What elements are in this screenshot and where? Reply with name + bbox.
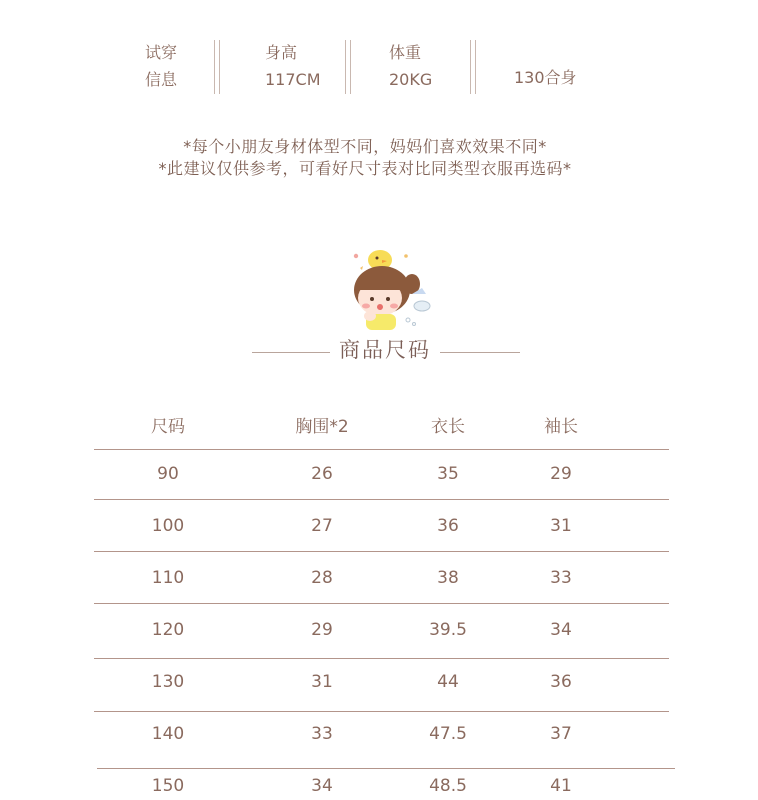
table-cell: 130 <box>151 672 185 692</box>
table-cell: 44 <box>437 672 459 692</box>
tryon-label-line2: 信息 <box>145 70 178 89</box>
table-row-divider <box>94 711 669 712</box>
tryon-divider <box>214 40 220 94</box>
girl-with-chick-icon <box>348 244 444 334</box>
table-cell: 36 <box>550 672 572 692</box>
table-row-divider <box>97 768 675 769</box>
table-cell: 48.5 <box>429 776 467 796</box>
tryon-label-line1: 试穿 <box>145 43 178 62</box>
notice-line-1: *每个小朋友身材体型不同，妈妈们喜欢效果不同* <box>183 137 547 156</box>
table-cell: 150 <box>151 776 185 796</box>
tryon-divider <box>470 40 476 94</box>
table-cell: 27 <box>311 516 333 536</box>
table-cell: 34 <box>550 620 572 640</box>
table-cell: 39.5 <box>429 620 467 640</box>
table-cell: 100 <box>151 516 185 536</box>
table-cell: 37 <box>550 724 572 744</box>
tryon-divider <box>345 40 351 94</box>
table-header-cell: 胸围*2 <box>295 417 349 437</box>
table-cell: 28 <box>311 568 333 588</box>
table-row-divider <box>94 499 669 500</box>
table-cell: 29 <box>550 464 572 484</box>
title-deco-line-left <box>252 352 330 353</box>
table-header-cell: 衣长 <box>431 417 465 437</box>
fit-recommendation: 130合身 <box>514 68 577 87</box>
table-cell: 35 <box>437 464 459 484</box>
table-cell: 33 <box>550 568 572 588</box>
table-row-divider <box>94 449 669 450</box>
table-cell: 36 <box>437 516 459 536</box>
weight-value: 20KG <box>389 70 433 89</box>
table-header-cell: 尺码 <box>151 417 185 437</box>
table-cell: 110 <box>151 568 185 588</box>
section-title: 商品尺码 <box>339 338 431 362</box>
table-row-divider <box>94 551 669 552</box>
table-cell: 31 <box>550 516 572 536</box>
title-deco-line-right <box>440 352 520 353</box>
table-header-cell: 袖长 <box>544 417 578 437</box>
height-label: 身高 <box>265 43 298 62</box>
table-cell: 26 <box>311 464 333 484</box>
table-cell: 120 <box>151 620 185 640</box>
table-row-divider <box>94 658 669 659</box>
table-row-divider <box>94 603 669 604</box>
weight-label: 体重 <box>389 43 422 62</box>
table-cell: 29 <box>311 620 333 640</box>
table-cell: 31 <box>311 672 333 692</box>
table-cell: 47.5 <box>429 724 467 744</box>
table-cell: 33 <box>311 724 333 744</box>
notice-line-2: *此建议仅供参考，可看好尺寸表对比同类型衣服再选码* <box>158 159 572 178</box>
table-cell: 38 <box>437 568 459 588</box>
table-cell: 140 <box>151 724 185 744</box>
table-cell: 34 <box>311 776 333 796</box>
table-cell: 41 <box>550 776 572 796</box>
table-cell: 90 <box>157 464 179 484</box>
height-value: 117CM <box>265 70 321 89</box>
